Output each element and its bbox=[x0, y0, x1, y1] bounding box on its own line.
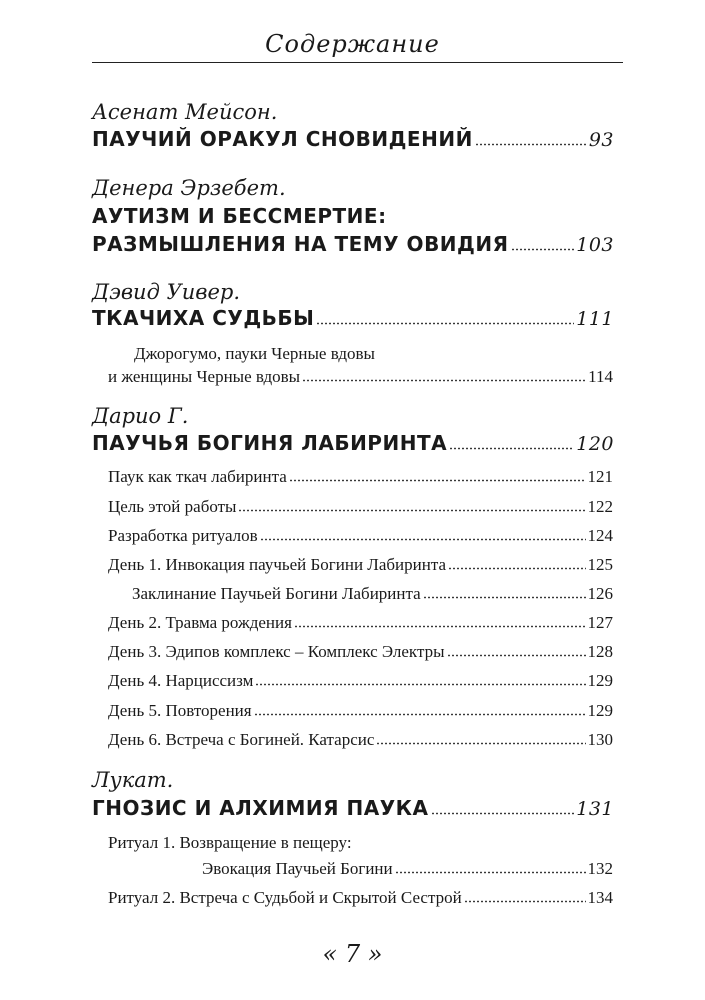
dot-leader bbox=[289, 467, 586, 482]
page-ref: 93 bbox=[588, 129, 614, 151]
section-heading: ГНОЗИС И АЛХИМИЯ ПАУКА bbox=[92, 796, 429, 820]
section-author: Дэвид Уивер. bbox=[92, 280, 241, 304]
section-heading: ПАУЧИЙ ОРАКУЛ СНОВИДЕНИЙ bbox=[92, 127, 473, 151]
toc-entry-title: День 4. Нарциссизм bbox=[108, 671, 254, 691]
toc-entry[interactable] bbox=[108, 730, 613, 750]
toc-entry-title: День 5. Повторения bbox=[108, 701, 252, 721]
toc-entry[interactable] bbox=[108, 367, 613, 387]
page-ref: 124 bbox=[587, 526, 613, 546]
toc-entry-line: Ритуал 1. Возвращение в пещеру: bbox=[108, 833, 352, 852]
toc-entry-title: День 2. Травма рождения bbox=[108, 613, 292, 633]
dot-leader bbox=[255, 671, 585, 686]
dot-leader bbox=[238, 497, 585, 512]
dot-leader bbox=[511, 233, 575, 251]
section-author: Лукат. bbox=[92, 768, 174, 792]
page-ref: 132 bbox=[587, 859, 613, 879]
dot-leader bbox=[449, 432, 574, 450]
page-ref: 120 bbox=[576, 433, 614, 455]
toc-heading-row[interactable] bbox=[92, 306, 614, 330]
toc-entry[interactable] bbox=[108, 526, 613, 546]
toc-entry[interactable] bbox=[108, 888, 613, 908]
dot-leader bbox=[376, 730, 585, 745]
page-ref: 103 bbox=[576, 234, 614, 256]
toc-entry-title: День 6. Встреча с Богиней. Катарсис bbox=[108, 730, 375, 750]
toc-entry-title: Заклинание Паучьей Богини Лабиринта bbox=[132, 584, 421, 604]
dot-leader bbox=[464, 888, 586, 903]
section-author: Дарио Г. bbox=[92, 404, 189, 428]
toc-entry-title: Эвокация Паучьей Богини bbox=[202, 859, 393, 879]
section-author: Асенат Мейсон. bbox=[92, 100, 278, 124]
toc-entry[interactable] bbox=[108, 555, 613, 575]
section-author: Денера Эрзебет. bbox=[92, 176, 286, 200]
dot-leader bbox=[260, 526, 586, 541]
page-number: « 7 » bbox=[322, 940, 383, 968]
toc-heading-row[interactable] bbox=[92, 232, 614, 256]
toc-entry-title: Цель этой работы bbox=[108, 497, 237, 517]
dot-leader bbox=[431, 797, 575, 815]
dot-leader bbox=[447, 642, 586, 657]
title-divider bbox=[92, 62, 623, 63]
page-ref: 129 bbox=[587, 701, 613, 721]
page-ref: 114 bbox=[588, 367, 613, 387]
toc-entry-title: День 1. Инвокация паучьей Богини Лабиринта bbox=[108, 555, 446, 575]
toc-entry-title: Разработка ритуалов bbox=[108, 526, 258, 546]
page-ref: 125 bbox=[587, 555, 613, 575]
toc-entry-title: и женщины Черные вдовы bbox=[108, 367, 301, 387]
section-heading-line: АУТИЗМ И БЕССМЕРТИЕ: bbox=[92, 204, 387, 228]
toc-entry[interactable] bbox=[108, 467, 613, 487]
toc-entry[interactable] bbox=[108, 701, 613, 721]
section-heading: ПАУЧЬЯ БОГИНЯ ЛАБИРИНТА bbox=[92, 431, 448, 455]
toc-title: Содержание bbox=[265, 30, 440, 58]
toc-heading-row[interactable] bbox=[92, 127, 614, 151]
page-ref: 134 bbox=[587, 888, 613, 908]
toc-entry[interactable] bbox=[108, 613, 613, 633]
toc-entry[interactable] bbox=[108, 642, 613, 662]
dot-leader bbox=[254, 701, 586, 716]
page-ref: 130 bbox=[587, 730, 613, 750]
toc-entry-title: Ритуал 2. Встреча с Судьбой и Скрытой Сестрой bbox=[108, 888, 462, 908]
page-ref: 121 bbox=[587, 467, 613, 487]
dot-leader bbox=[475, 128, 587, 146]
page-ref: 128 bbox=[587, 642, 613, 662]
toc-entry-title: Паук как ткач лабиринта bbox=[108, 467, 287, 487]
dot-leader bbox=[294, 613, 586, 628]
toc-entry[interactable] bbox=[132, 584, 613, 604]
dot-leader bbox=[423, 584, 586, 599]
toc-entry[interactable] bbox=[108, 671, 613, 691]
toc-entry-title: День 3. Эдипов комплекс – Комплекс Электры bbox=[108, 642, 445, 662]
page-ref: 131 bbox=[576, 798, 614, 820]
page-ref: 126 bbox=[587, 584, 613, 604]
page-ref: 122 bbox=[587, 497, 613, 517]
dot-leader bbox=[395, 859, 586, 874]
toc-entry-line: Джорогумо, пауки Черные вдовы bbox=[134, 344, 375, 363]
dot-leader bbox=[316, 307, 574, 325]
dot-leader bbox=[448, 555, 586, 570]
page-ref: 111 bbox=[576, 308, 614, 330]
dot-leader bbox=[302, 367, 586, 382]
page-ref: 127 bbox=[587, 613, 613, 633]
section-heading: ТКАЧИХА СУДЬБЫ bbox=[92, 306, 315, 330]
toc-entry[interactable] bbox=[108, 497, 613, 517]
toc-heading-row[interactable] bbox=[92, 431, 614, 455]
page-ref: 129 bbox=[587, 671, 613, 691]
section-heading: РАЗМЫШЛЕНИЯ НА ТЕМУ ОВИДИЯ bbox=[92, 232, 509, 256]
toc-heading-row[interactable] bbox=[92, 796, 614, 820]
toc-entry[interactable] bbox=[202, 859, 613, 879]
